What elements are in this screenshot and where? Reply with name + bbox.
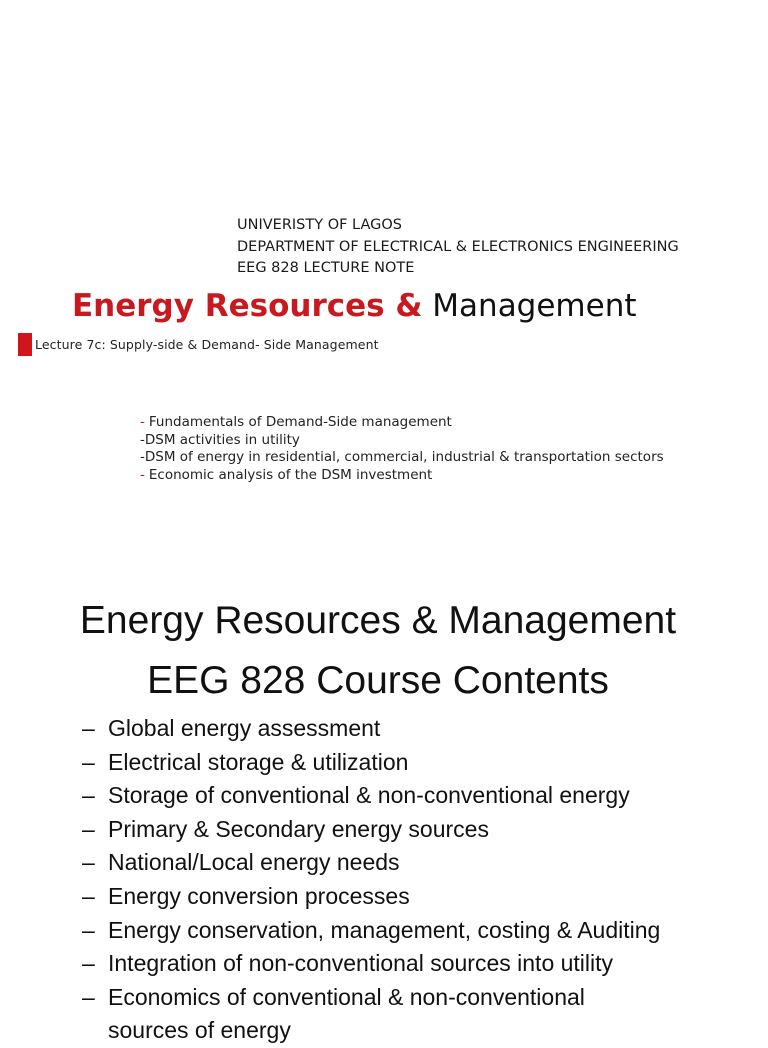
- department-line: DEPARTMENT OF ELECTRICAL & ELECTRONICS ENGINEERING: [237, 238, 679, 255]
- lecture-subtitle-row: [18, 333, 379, 356]
- list-item: [82, 712, 660, 746]
- list-item-text: National/Local energy needs: [108, 849, 400, 876]
- topic-text: DSM activities in utility: [144, 431, 300, 448]
- list-item: [82, 813, 660, 847]
- list-dash: –: [82, 782, 95, 809]
- topic-dash: -: [140, 449, 145, 465]
- list-dash: –: [82, 815, 95, 842]
- course-note-line: EEG 828 LECTURE NOTE: [237, 260, 415, 276]
- list-dash: –: [82, 849, 95, 876]
- list-item: [82, 947, 660, 981]
- list-dash: –: [82, 983, 95, 1010]
- topic-item: [140, 467, 664, 485]
- list-item-text: Primary & Secondary energy sources: [108, 815, 489, 842]
- title-black-part: Management: [432, 288, 637, 324]
- red-accent-bar: [18, 333, 32, 356]
- slide-1-title: [72, 288, 637, 324]
- topic-item: [140, 449, 664, 467]
- topic-dash: -: [140, 466, 145, 483]
- list-dash: –: [82, 748, 95, 775]
- topic-dash: -: [140, 431, 145, 448]
- list-dash: –: [82, 882, 95, 909]
- list-item: [82, 914, 660, 948]
- list-item-text: Electrical storage & utilization: [108, 748, 409, 775]
- list-item: [82, 746, 660, 780]
- list-item: [82, 779, 660, 813]
- lecture-subtitle: Lecture 7c: Supply-side & Demand- Side Management: [35, 337, 379, 352]
- list-item-text: Global energy assessment: [108, 715, 381, 741]
- list-item-text: Integration of non-conventional sources into utility: [108, 950, 614, 977]
- list-dash: –: [82, 950, 95, 977]
- topic-text: Fundamentals of Demand-Side management: [148, 414, 452, 430]
- slide-2-title: Energy Resources & Management: [79, 599, 677, 642]
- list-indent: [82, 1014, 108, 1048]
- topic-dash: -: [140, 414, 145, 430]
- slide-2-subtitle: EEG 828 Course Contents: [147, 659, 609, 702]
- topic-text: DSM of energy in residential, commercial, industrial & transportation sectors: [144, 449, 664, 465]
- list-dash: –: [82, 715, 95, 741]
- slide-2: [0, 585, 768, 1044]
- course-contents-list: [82, 712, 660, 1048]
- list-item-continuation: [82, 1014, 660, 1048]
- list-item-text: Energy conservation, management, costing & Auditing: [108, 916, 661, 943]
- list-item-text: sources of energy: [108, 1017, 291, 1044]
- topic-list: [140, 414, 664, 484]
- list-item: [82, 846, 660, 880]
- list-dash: –: [82, 916, 95, 943]
- institution-block: [237, 215, 679, 280]
- list-item-text: Energy conversion processes: [108, 882, 410, 909]
- list-item-text: Storage of conventional & non-conventional energy: [108, 782, 630, 809]
- topic-item: [140, 414, 664, 432]
- list-item-text: Economics of conventional & non-conventional: [108, 983, 585, 1010]
- institution-line: UNIVERISTY OF LAGOS: [237, 217, 402, 233]
- topic-item: [140, 432, 664, 450]
- list-item: [82, 880, 660, 914]
- title-red-part: Energy Resources &: [72, 288, 423, 324]
- list-item: [82, 981, 660, 1015]
- topic-text: Economic analysis of the DSM investment: [148, 466, 433, 483]
